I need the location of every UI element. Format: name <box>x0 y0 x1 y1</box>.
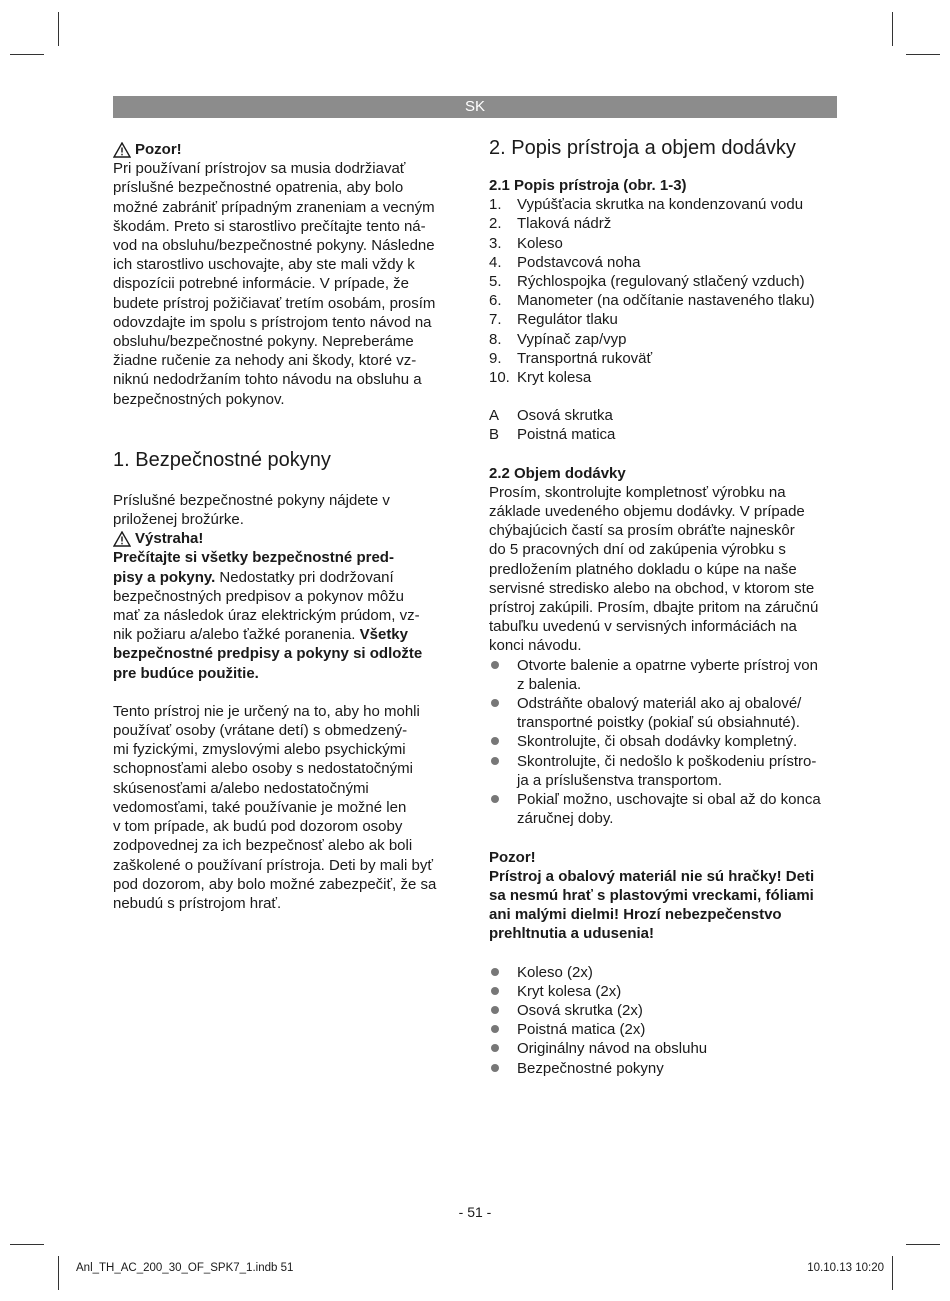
text-line: pre budúce použitie. <box>113 664 259 682</box>
pozor-2-paragraph <box>489 867 839 944</box>
list-item <box>489 425 839 444</box>
text-line: škodám. Preto si starostlivo prečítajte tento ná- <box>113 217 426 235</box>
item-text <box>517 694 801 732</box>
list-item <box>489 694 839 732</box>
text-span: Nedostatky pri dodržovaní <box>215 568 394 586</box>
footer-filename: Anl_TH_AC_200_30_OF_SPK7_1.indb 51 <box>76 1262 294 1274</box>
bullet-icon <box>489 963 517 982</box>
list-item <box>489 272 839 291</box>
item-text: Kryt kolesa (2x) <box>517 982 622 1000</box>
text-line: v tom prípade, ak budú pod dozorom osoby <box>113 818 403 836</box>
text-line: Skontrolujte, či obsah dodávky kompletný. <box>517 733 798 751</box>
item-text: Vypínač zap/vyp <box>517 330 627 348</box>
item-number: 6. <box>489 292 502 310</box>
item-number: 4. <box>489 253 502 271</box>
page-number: - 51 - <box>458 1204 492 1220</box>
section-1-intro <box>113 491 453 529</box>
section-2-title: 2. Popis prístroja a objem dodávky <box>489 137 796 159</box>
text-line: príslušné bezpečnostné opatrenia, aby bolo <box>113 179 404 197</box>
parts-letter-list <box>489 406 839 444</box>
item-text <box>517 790 821 828</box>
subsection-2-2-title: 2.2 Objem dodávky <box>489 464 626 482</box>
crop-mark <box>906 54 940 55</box>
text-line: servisné stredisko alebo na obchod, v ktorom ste <box>489 579 815 597</box>
text-line: používať osoby (vrátane detí) s obmedzený- <box>113 722 408 740</box>
text-line: Príslušné bezpečnostné pokyny nájdete v <box>113 491 390 509</box>
text-line: chýbajúcich častí sa prosím obráťte najneskôr <box>489 522 795 540</box>
vystraha-paragraph <box>113 548 453 682</box>
text-line: do 5 pracovných dní od zakúpenia výrobku s <box>489 541 786 559</box>
bullet-icon <box>489 1039 517 1058</box>
list-item <box>489 1039 839 1058</box>
list-item <box>489 963 839 982</box>
text-line: zodpovednej za ich bezpečnosť alebo ak boli <box>113 837 413 855</box>
item-number: 8. <box>489 330 502 348</box>
crop-mark <box>58 12 59 46</box>
list-item <box>489 368 839 387</box>
vystraha-heading <box>113 529 453 548</box>
item-text: Osová skrutka (2x) <box>517 1001 643 1019</box>
list-item <box>489 291 839 310</box>
item-text: Manometer (na odčítanie nastaveného tlaku) <box>517 292 815 310</box>
text-line: Pri používaní prístrojov sa musia dodržiavať <box>113 160 406 178</box>
item-text <box>517 732 797 751</box>
crop-mark <box>10 1244 44 1245</box>
item-number: 5. <box>489 273 502 291</box>
delivery-paragraph <box>489 483 839 656</box>
text-line: bezpečnostných predpisov a pokynov môžu <box>113 587 405 605</box>
text-line: Prosím, skontrolujte kompletnosť výrobku na <box>489 483 786 501</box>
text-line: prístroj zakúpili. Prosím, dbajte pritom na záručnú <box>489 599 819 617</box>
unpacking-steps-list <box>489 656 839 829</box>
list-item <box>489 732 839 751</box>
text-line: niknú nedodržaním tohto návodu na obsluhu a <box>113 371 422 389</box>
text-line: zaškolené o používaní prístroja. Deti by mali byť <box>113 856 433 874</box>
text-line: z balenia. <box>517 675 582 693</box>
item-text: Kryt kolesa <box>517 369 592 387</box>
list-item <box>489 1001 839 1020</box>
item-text <box>517 752 816 790</box>
crop-mark <box>10 54 44 55</box>
item-text: Koleso <box>517 234 563 252</box>
text-line: sa nesmú hrať s plastovými vreckami, fóliami <box>489 886 814 904</box>
list-item <box>489 253 839 272</box>
text-line: priloženej brožúrke. <box>113 511 244 529</box>
item-text: Podstavcová noha <box>517 253 641 271</box>
bullet-icon <box>489 1020 517 1039</box>
item-number: 10. <box>489 369 510 387</box>
right-column <box>489 137 839 1078</box>
warning-triangle-icon <box>113 531 131 547</box>
text-line: obsluhu/bezpečnostné pokyny. Nepreberáme <box>113 333 414 351</box>
text-line: Otvorte balenie a opatrne vyberte prístroj von <box>517 656 818 674</box>
item-letter: A <box>489 407 500 425</box>
text-line: dispozícii potrebné informácie. V prípade, že <box>113 275 409 293</box>
text-line: ani malými dielmi! Hrozí nebezpečenstvo <box>489 906 782 924</box>
text-line <box>113 568 453 587</box>
item-text: Poistná matica (2x) <box>517 1021 646 1039</box>
bullet-icon <box>489 656 517 694</box>
pozor-2-title: Pozor! <box>489 848 536 866</box>
list-item <box>489 790 839 828</box>
list-item <box>489 310 839 329</box>
item-text: Rýchlospojka (regulovaný stlačený vzduch) <box>517 273 805 291</box>
bullet-icon <box>489 694 517 732</box>
section-1-title: 1. Bezpečnostné pokyny <box>113 448 331 471</box>
text-line: Tento prístroj nie je určený na to, aby ho mohli <box>113 702 420 720</box>
item-text: Koleso (2x) <box>517 963 593 981</box>
text-line: Skontrolujte, či nedošlo k poškodeniu prístro- <box>517 752 817 770</box>
text-line: tabuľku uvedenú v servisných informáciách na <box>489 618 797 636</box>
text-line: žiadne ručenie za nehody ani škody, ktoré vz- <box>113 352 417 370</box>
text-line: mať za následok úraz elektrickým prúdom, vz- <box>113 607 420 625</box>
item-text: Poistná matica <box>517 426 616 444</box>
item-text: Transportná rukoväť <box>517 349 653 367</box>
item-text <box>517 656 818 694</box>
list-item <box>489 330 839 349</box>
pozor-paragraph <box>113 159 453 409</box>
footer-timestamp: 10.10.13 10:20 <box>807 1262 884 1274</box>
list-item <box>489 195 839 214</box>
text-line <box>113 625 453 644</box>
text-line: Prečítajte si všetky bezpečnostné pred- <box>113 549 394 567</box>
text-line: vod na obsluhu/bezpečnostné pokyny. Následne <box>113 237 435 255</box>
list-item <box>489 214 839 233</box>
item-number: 1. <box>489 196 502 214</box>
text-line: skúsenosťami a/alebo nedostatočnými <box>113 779 369 797</box>
pozor-heading <box>113 140 453 159</box>
bullet-icon <box>489 790 517 828</box>
list-item <box>489 752 839 790</box>
text-line: bezpečnostných pokynov. <box>113 390 285 408</box>
text-line: prehltnutia a udusenia! <box>489 925 655 943</box>
warning-triangle-icon <box>113 142 131 158</box>
bold-text: pisy a pokyny. <box>113 568 216 586</box>
text-line: bezpečnostné predpisy a pokyny si odložte <box>113 645 423 663</box>
item-number: 3. <box>489 234 502 252</box>
delivery-contents-list <box>489 963 839 1078</box>
text-line: predložením platného dokladu o kúpe na naše <box>489 560 797 578</box>
list-item <box>489 1020 839 1039</box>
list-item <box>489 656 839 694</box>
list-item <box>489 234 839 253</box>
parts-list <box>489 195 839 387</box>
text-line: vedomosťami, také používanie je možné len <box>113 798 407 816</box>
text-line: transportné poistky (pokiaľ sú obsiahnuté). <box>517 714 800 732</box>
text-line: Odstráňte obalový materiál ako aj obalové/ <box>517 695 802 713</box>
text-line: základe uvedeného objemu dodávky. V prípade <box>489 503 805 521</box>
text-line: záručnej doby. <box>517 810 614 828</box>
bullet-icon <box>489 1001 517 1020</box>
item-number: 2. <box>489 215 502 233</box>
text-line: možné zabrániť prípadným zraneniam a vecným <box>113 198 435 216</box>
text-line: ich starostlivo uschovajte, aby ste mali vždy k <box>113 256 415 274</box>
list-item <box>489 982 839 1001</box>
list-item <box>489 406 839 425</box>
text-line: konci návodu. <box>489 637 582 655</box>
vystraha-title: Výstraha! <box>135 530 204 548</box>
language-header-bar: SK <box>113 96 837 118</box>
item-text: Originálny návod na obsluhu <box>517 1040 708 1058</box>
item-text: Tlaková nádrž <box>517 215 612 233</box>
bullet-icon <box>489 752 517 790</box>
bullet-icon <box>489 1059 517 1078</box>
subsection-2-1-title: 2.1 Popis prístroja (obr. 1-3) <box>489 177 687 194</box>
text-line: budete prístroj požičiavať tretím osobám, prosím <box>113 294 436 312</box>
crop-mark <box>58 1256 59 1290</box>
text-line: schopnosťami alebo osoby s nedostatočnými <box>113 760 413 778</box>
item-text: Vypúšťacia skrutka na kondenzovanú vodu <box>517 196 804 214</box>
crop-mark <box>892 12 893 46</box>
text-line: Prístroj a obalový materiál nie sú hračky! Deti <box>489 867 815 885</box>
bullet-icon <box>489 982 517 1001</box>
usage-paragraph <box>113 702 453 913</box>
text-line: ja a príslušenstva transportom. <box>517 771 723 789</box>
item-text: Osová skrutka <box>517 407 613 425</box>
item-number: 9. <box>489 349 502 367</box>
bullet-icon <box>489 732 517 751</box>
item-text: Bezpečnostné pokyny <box>517 1059 664 1077</box>
text-line: pod dozorom, aby bolo možné zabezpečiť, že sa <box>113 875 437 893</box>
item-letter: B <box>489 426 500 444</box>
bold-text: Všetky <box>359 626 408 644</box>
crop-mark <box>906 1244 940 1245</box>
crop-mark <box>892 1256 893 1290</box>
text-span: nik požiaru a/alebo ťažké poranenia. <box>113 626 360 644</box>
text-line: odovzdajte im spolu s prístrojom tento návod na <box>113 313 432 331</box>
item-number: 7. <box>489 311 502 329</box>
text-line: mi fyzickými, zmyslovými alebo psychickými <box>113 741 406 759</box>
text-line: Pokiaľ možno, uschovajte si obal až do konca <box>517 791 821 809</box>
list-item <box>489 349 839 368</box>
list-item <box>489 1059 839 1078</box>
text-line: nebudú s prístrojom hrať. <box>113 894 282 912</box>
item-text: Regulátor tlaku <box>517 311 618 329</box>
left-column <box>113 140 453 913</box>
pozor-title: Pozor! <box>135 141 182 158</box>
